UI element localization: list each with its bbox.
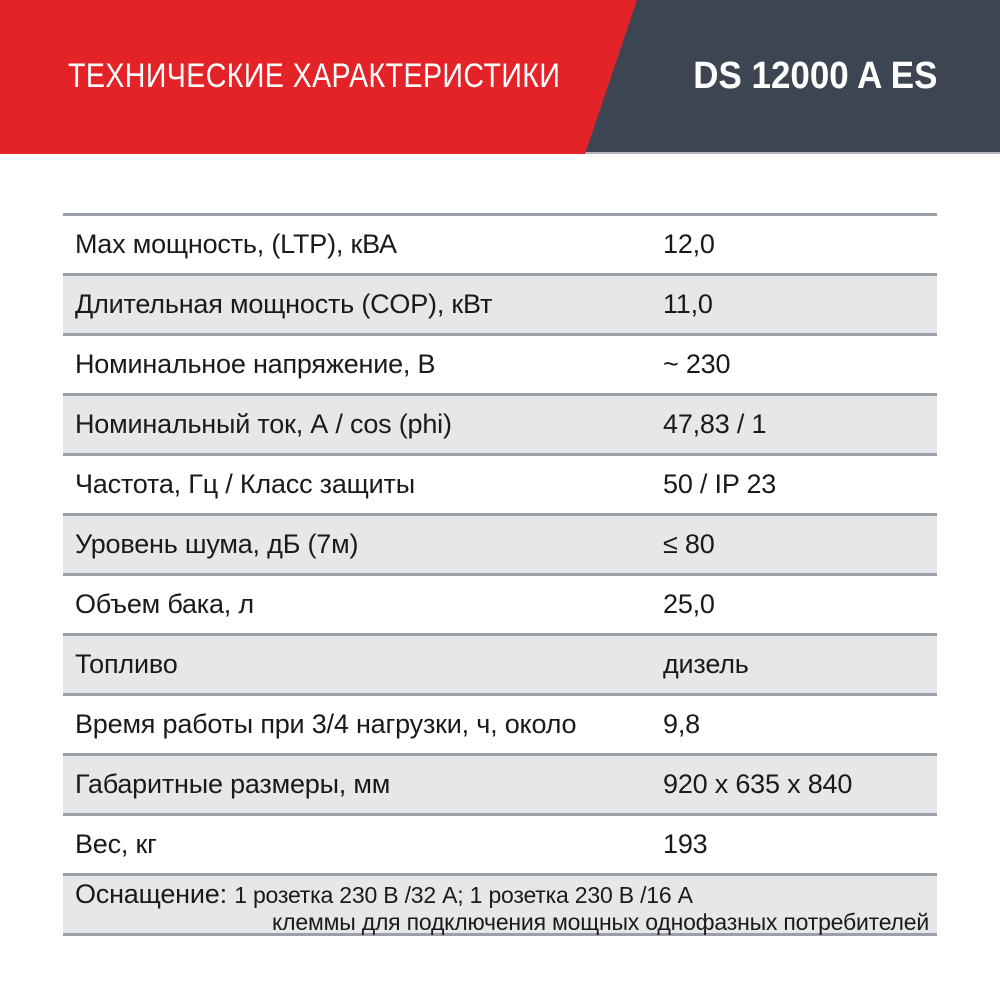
- spec-value: 9,8: [663, 709, 700, 739]
- spec-value: 920 x 635 x 840: [663, 769, 853, 799]
- spec-label: Время работы при 3/4 нагрузки, ч, около: [75, 709, 577, 739]
- spec-label: Габаритные размеры, мм: [75, 769, 391, 799]
- spec-label: Номинальный ток, А / cos (phi): [75, 409, 452, 439]
- equipment-label: Оснащение:: [75, 879, 227, 909]
- equipment-line1: [75, 880, 929, 909]
- spec-label: Объем бака, л: [75, 589, 254, 619]
- spec-row-continuous-power: [63, 273, 937, 333]
- spec-row-frequency: [63, 453, 937, 513]
- spec-row-current: [63, 393, 937, 453]
- spec-label: Max мощность, (LTP), кВА: [75, 229, 397, 259]
- spec-row-weight: [63, 813, 937, 873]
- model-badge: DS 12000 A ES: [692, 54, 937, 97]
- spec-value: 25,0: [663, 589, 715, 619]
- spec-value: 47,83 / 1: [663, 409, 767, 439]
- spec-label: Уровень шума, дБ (7м): [75, 529, 359, 559]
- equipment-terminals: клеммы для подключения мощных однофазных потребителей: [272, 909, 929, 935]
- equipment-row: [63, 873, 937, 933]
- spec-value: 193: [663, 829, 708, 859]
- page-title: ТЕХНИЧЕСКИЕ ХАРАКТЕРИСТИКИ: [68, 56, 561, 95]
- equipment-sockets: 1 розетка 230 В /32 А; 1 розетка 230 В /16 А: [234, 882, 693, 908]
- spec-label: Вес, кг: [75, 829, 157, 859]
- spec-label: Топливо: [75, 649, 178, 679]
- spec-row-fuel: [63, 633, 937, 693]
- spec-value: ~ 230: [663, 349, 731, 379]
- spec-label: Частота, Гц / Класс защиты: [75, 469, 415, 499]
- header-banner: [0, 0, 1000, 152]
- spec-row-max-power: [63, 213, 937, 273]
- spec-label: Номинальное напряжение, В: [75, 349, 436, 379]
- spec-row-runtime: [63, 693, 937, 753]
- spec-value: 11,0: [663, 289, 713, 319]
- spec-row-dimensions: [63, 753, 937, 813]
- spec-row-voltage: [63, 333, 937, 393]
- spec-row-tank-volume: [63, 573, 937, 633]
- spec-label: Длительная мощность (COP), кВт: [75, 289, 493, 319]
- spec-row-noise-level: [63, 513, 937, 573]
- spec-table: [63, 213, 937, 936]
- spec-value: дизель: [663, 649, 749, 679]
- spec-value: 50 / IP 23: [663, 469, 777, 499]
- spec-value: 12,0: [663, 229, 715, 259]
- spec-value: ≤ 80: [663, 529, 715, 559]
